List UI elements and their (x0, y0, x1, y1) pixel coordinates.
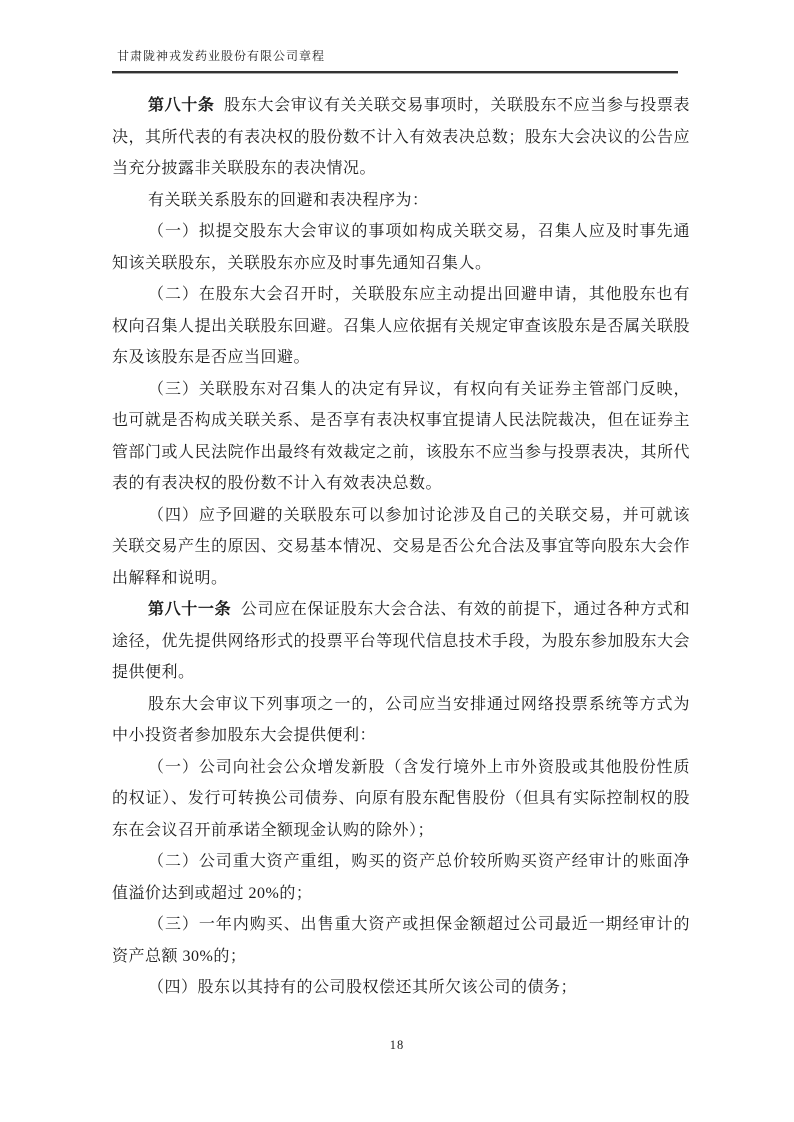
paragraph-text: 股东大会审议有关关联交易事项时，关联股东不应当参与投票表决，其所代表的有表决权的股份数不计入有效表决总数；股东大会决议的公告应当充分披露非关联股东的表决情况。 (112, 97, 690, 177)
article-number: 第八十条 (148, 97, 215, 114)
paragraph-text: （一）拟提交股东大会审议的事项如构成关联交易，召集人应及时事先通知该关联股东，关联股东亦应及时事先通知召集人。 (112, 223, 690, 272)
paragraph-item-3 (112, 374, 690, 500)
header-title: 甘肃陇神戎发药业股份有限公司章程 (117, 49, 326, 63)
paragraph-81-item-4 (112, 972, 690, 1004)
paragraph-text: （二）公司重大资产重组，购买的资产总价较所购买资产经审计的账面净值溢价达到或超过 20%的； (112, 853, 690, 902)
paragraph-item-4 (112, 500, 690, 595)
document-body (112, 90, 690, 1004)
paragraph-article-80 (112, 90, 690, 185)
paragraph-item-1 (112, 216, 690, 279)
paragraph-article-81 (112, 594, 690, 689)
paragraph-item-2 (112, 279, 690, 374)
paragraph-text: 股东大会审议下列事项之一的，公司应当安排通过网络投票系统等方式为中小投资者参加股东大会提供便利： (112, 695, 690, 744)
paragraph-text: （三）关联股东对召集人的决定有异议，有权向有关证券主管部门反映，也可就是否构成关联关系、是否享有表决权事宜提请人民法院裁决，但在证券主管部门或人民法院作出最终有效裁定之前，该股东不应当参与投票表决，其所代表的有表决权的股份数不计入有效表决总数。 (112, 380, 690, 492)
paragraph-text: 有关联关系股东的回避和表决程序为： (148, 191, 429, 209)
paragraph-network-voting (112, 689, 690, 752)
article-number: 第八十一条 (148, 601, 232, 618)
paragraph-81-item-3 (112, 909, 690, 972)
paragraph-text: （一）公司向社会公众增发新股（含发行境外上市外资股或其他股份性质的权证）、发行可转换公司债券、向原有股东配售股份（但具有实际控制权的股东在会议召开前承诺全额现金认购的除外）； (112, 758, 690, 839)
page-number: 18 (389, 1038, 405, 1052)
paragraph-intro-procedure (112, 185, 690, 217)
paragraph-81-item-2 (112, 846, 690, 909)
paragraph-text: 公司应在保证股东大会合法、有效的前提下，通过各种方式和途径，优先提供网络形式的投票平台等现代信息技术手段，为股东参加股东大会提供便利。 (112, 601, 690, 681)
paragraph-text: （三）一年内购买、出售重大资产或担保金额超过公司最近一期经审计的资产总额 30%的； (112, 916, 690, 965)
paragraph-81-item-1 (112, 752, 690, 847)
paragraph-text: （四）应予回避的关联股东可以参加讨论涉及自己的关联交易，并可就该关联交易产生的原因、交易基本情况、交易是否公允合法及事宜等向股东大会作出解释和说明。 (112, 506, 690, 587)
page-footer (0, 1038, 794, 1053)
paragraph-text: （二）在股东大会召开时，关联股东应主动提出回避申请，其他股东也有权向召集人提出关联股东回避。召集人应依据有关规定审查该股东是否属关联股东及该股东是否应当回避。 (112, 286, 690, 366)
paragraph-text: （四）股东以其持有的公司股权偿还其所欠该公司的债务； (148, 979, 578, 996)
page-header (112, 49, 678, 73)
